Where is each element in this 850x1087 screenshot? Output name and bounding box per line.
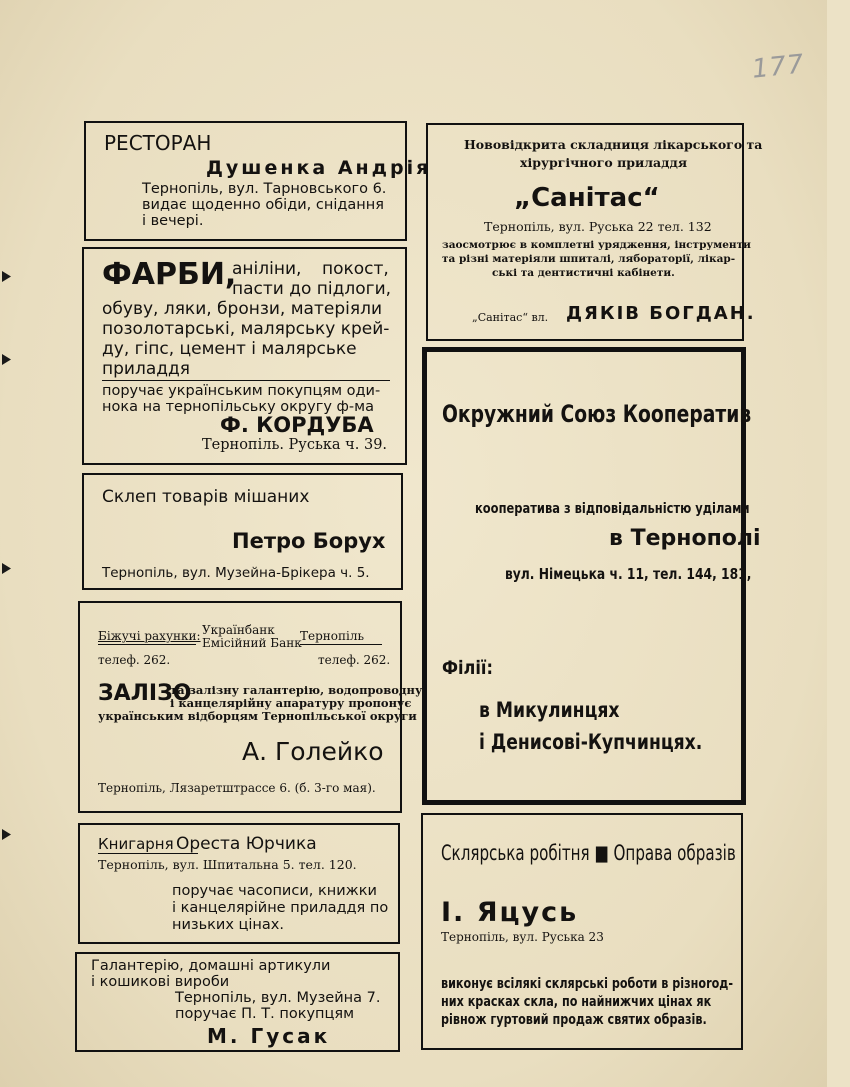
ad-text: приладдя	[102, 359, 190, 379]
ad-heading: і кошикові вироби	[91, 974, 230, 990]
ad-text: і вечері.	[142, 213, 204, 229]
ad-text: них красках скла, по найнижчих цінах як	[441, 994, 712, 1010]
ad-mixed-goods	[82, 473, 403, 590]
ad-heading: Склеп товарів мішаних	[102, 487, 310, 507]
ad-cooperative-union	[422, 347, 761, 805]
binding-hole-mark	[2, 563, 11, 574]
ad-text: та залізну галантерію, водопроводну	[170, 683, 423, 697]
ad-address: Тернопіль, Лязаретштрассе 6. (б. 3-го мая).	[98, 781, 376, 795]
ad-address: Тернопіль, вул. Музейна 7.	[175, 990, 381, 1006]
ad-text: ські та дентистичні кабінети.	[492, 267, 675, 279]
divider	[98, 853, 198, 854]
divider	[98, 644, 196, 645]
ad-heading: Нововідкрита складниця лікарського та	[464, 137, 763, 152]
page-number: 177	[750, 49, 807, 85]
ad-owner: Ореста Юрчика	[176, 834, 317, 854]
ad-title: Окружний Союз Кооператив	[442, 400, 752, 428]
binding-hole-mark	[2, 271, 11, 282]
ad-text: і канцелярійне приладдя по	[172, 900, 389, 916]
ad-heading: хірургічного приладдя	[520, 155, 688, 170]
ad-text: рівнож гуртовий продаж святих образів.	[441, 1012, 707, 1028]
ad-text: поручає П. Т. покупцям	[175, 1006, 355, 1022]
ad-text: покост,	[322, 259, 389, 279]
binding-hole-mark	[2, 829, 11, 840]
ad-glazier	[421, 813, 743, 1050]
ad-text: видає щоденно обіди, снідання	[142, 197, 384, 213]
ad-branches-label: Філії:	[442, 657, 493, 679]
ad-iron-goods	[78, 601, 423, 813]
ad-branch: в Микулинцях	[479, 698, 620, 722]
ad-headline: ФАРБИ,	[102, 257, 237, 292]
ad-text: низьких цінах.	[172, 917, 284, 933]
ad-city: в Тернополі	[609, 526, 761, 551]
binding-hole-mark	[2, 354, 11, 365]
ad-paints	[82, 247, 407, 465]
ad-text: позолотарські, малярську крей-	[102, 319, 390, 339]
ad-haberdashery	[75, 952, 400, 1052]
ad-phone: телеф. 262.	[98, 653, 171, 667]
ad-owner: А. Голейко	[242, 737, 384, 766]
ad-text: ду, гіпс, цемент і малярське	[102, 339, 357, 359]
ad-owner: М. Гусак	[207, 1024, 331, 1048]
ad-accounts-label: Біжучі рахунки:	[98, 629, 201, 643]
divider	[102, 380, 390, 381]
ad-text: поручає часописи, книжки	[172, 883, 377, 899]
ad-heading: Галантерію, домашні артикули	[91, 958, 331, 974]
ad-heading: Книгарня	[98, 835, 174, 853]
ad-city: Тернопіль	[300, 629, 365, 643]
ad-headline: ЗАЛІЗО	[98, 681, 192, 706]
ad-text: аніліни,	[232, 259, 302, 279]
ad-sanitas	[426, 123, 763, 341]
ad-owner: Петро Борух	[232, 529, 386, 553]
ad-text: виконує всілякі склярські роботи в різноrод-	[441, 976, 733, 992]
ad-text: українським відборцям Тернопільської округи	[98, 709, 417, 723]
ad-restaurant	[84, 121, 432, 241]
ad-subtitle: кооператива з відповідальністю уділами	[475, 501, 750, 517]
ad-text: пасти до підлоги,	[232, 279, 392, 299]
ad-address: Тернопіль, вул. Руська 23	[441, 930, 604, 944]
ad-address: вул. Німецька ч. 11, тел. 144, 181,	[505, 565, 752, 583]
ad-owner: Душенка Андрія	[206, 157, 432, 179]
ad-address: Тернопіль, вул. Шпитальна 5. тел. 120.	[98, 857, 357, 872]
ad-signature-label: „Санітас“ вл.	[472, 311, 549, 324]
ad-text: поручає українським покупцям оди-	[102, 383, 381, 399]
ad-branch: і Денисові-Купчинцях.	[479, 730, 703, 754]
ad-owner: І. Яцусь	[441, 897, 579, 928]
ad-address: Тернопіль. Руська ч. 39.	[202, 437, 388, 453]
ad-heading: РЕСТОРАН	[104, 131, 212, 155]
ad-address: Тернопіль, вул. Тарновського 6.	[142, 181, 387, 197]
ad-text: і канцелярійну апаратуру пропонує	[170, 696, 412, 710]
ad-firm-name: „Санітас“	[514, 183, 660, 213]
ad-address: Тернопіль, вул. Музейна-Брікера ч. 5.	[102, 565, 370, 581]
ad-owner: ДЯКІВ БОГДАН.	[566, 303, 756, 324]
ad-text: нока на тернопільську округу ф-ма	[102, 399, 374, 415]
ad-text: заосмотрює в комплетні урядження, інструменти	[442, 239, 751, 251]
ad-heading: Склярська робітня ■ Оправа образів	[441, 841, 736, 865]
ad-bank: Емісійний Банк	[202, 636, 302, 650]
ad-firm-name: Ф. КОРДУБА	[220, 413, 374, 437]
ad-text: та різні матеріяли шпиталі, лябораторії, лікар-	[442, 253, 736, 265]
ad-text: обуву, ляки, бронзи, матеріяли	[102, 299, 382, 319]
divider	[300, 644, 382, 645]
ad-bank: Українбанк	[202, 623, 275, 637]
ad-address: Тернопіль, вул. Руська 22 тел. 132	[484, 219, 712, 234]
ad-bookstore	[78, 823, 400, 944]
ad-phone: телеф. 262.	[318, 653, 391, 667]
